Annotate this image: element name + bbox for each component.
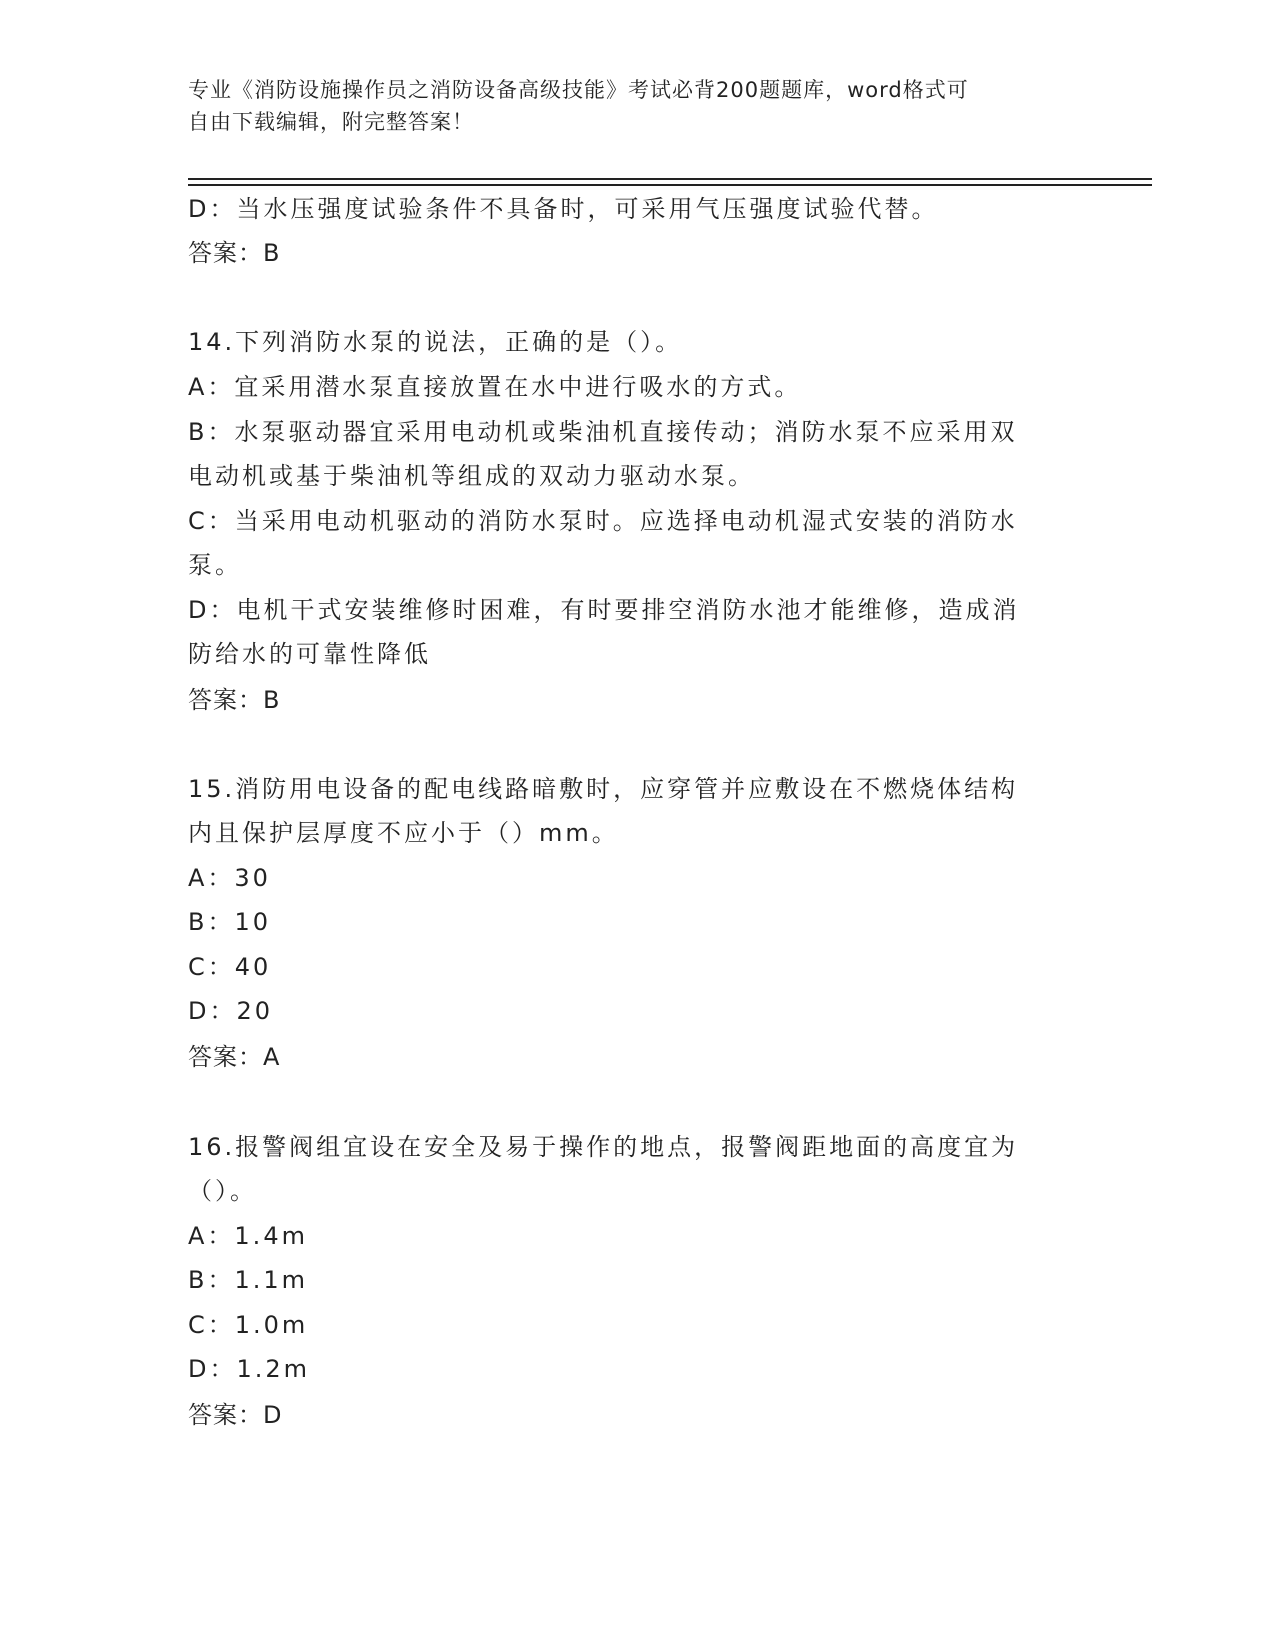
q14-option-c-line-1: C：当采用电动机驱动的消防水泵时。应选择电动机湿式安装的消防水	[188, 507, 1018, 535]
q14-option-d-line-2: 防给水的可靠性降低	[188, 640, 431, 668]
prev-option-d: D：当水压强度试验条件不具备时，可采用气压强度试验代替。	[188, 195, 939, 223]
q16-option-a: A：1.4m	[188, 1222, 308, 1250]
header-line-1: 专业《消防设施操作员之消防设备高级技能》考试必背200题题库，word格式可	[188, 78, 969, 102]
q14-answer: 答案：B	[188, 686, 281, 714]
header-line-2: 自由下载编辑，附完整答案！	[188, 110, 474, 134]
header-divider-bottom	[188, 184, 1152, 186]
header-divider-top	[188, 178, 1152, 180]
q15-stem-line-2: 内且保护层厚度不应小于（）mm。	[188, 819, 619, 847]
q15-stem-line-1: 15.消防用电设备的配电线路暗敷时，应穿管并应敷设在不燃烧体结构	[188, 775, 1019, 803]
q14-option-d-line-1: D：电机干式安装维修时困难，有时要排空消防水池才能维修，造成消	[188, 596, 1020, 624]
q14-option-b-line-2: 电动机或基于柴油机等组成的双动力驱动水泵。	[188, 462, 755, 490]
q16-option-c: C：1.0m	[188, 1311, 309, 1339]
prev-answer: 答案：B	[188, 239, 281, 267]
q15-option-d: D：20	[188, 997, 274, 1025]
document-header	[188, 74, 1068, 138]
q14-stem: 14.下列消防水泵的说法，正确的是（）。	[188, 328, 683, 356]
q15-option-a: A：30	[188, 864, 271, 892]
q16-option-d: D：1.2m	[188, 1355, 311, 1383]
q15-answer: 答案：A	[188, 1043, 281, 1071]
q14-option-c-line-2: 泵。	[188, 551, 242, 579]
q16-answer: 答案：D	[188, 1401, 283, 1429]
q16-stem-line-2: （）。	[188, 1177, 257, 1205]
q15-option-c: C：40	[188, 953, 272, 981]
q15-option-b: B：10	[188, 908, 272, 936]
q16-option-b: B：1.1m	[188, 1266, 309, 1294]
q14-option-b-line-1: B：水泵驱动器宜采用电动机或柴油机直接传动；消防水泵不应采用双	[188, 418, 1018, 446]
q14-option-a: A：宜采用潜水泵直接放置在水中进行吸水的方式。	[188, 373, 802, 401]
q16-stem-line-1: 16.报警阀组宜设在安全及易于操作的地点，报警阀距地面的高度宜为	[188, 1133, 1019, 1161]
